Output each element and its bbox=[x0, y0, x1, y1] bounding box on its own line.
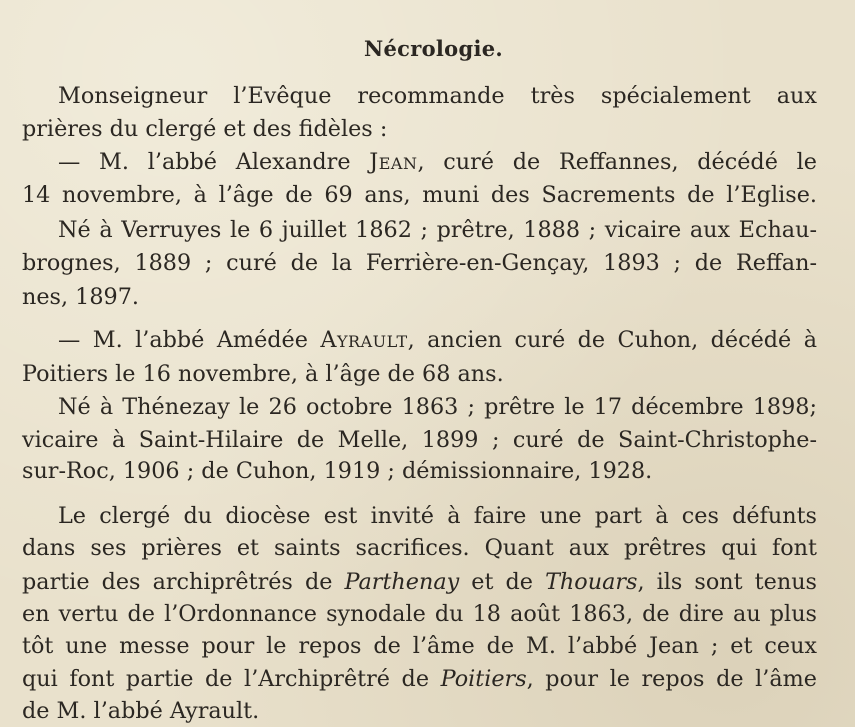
place-poitiers: Poitiers bbox=[440, 666, 527, 692]
entry2-role-text: , ancien curé de Cuhon, décédé à bbox=[407, 327, 817, 353]
closing-line-2: dans ses prières et saints sacrifices. Quant aux prêtres qui font bbox=[22, 535, 817, 561]
closing-line-5: tôt une messe pour le repos de l’âme de M. l’abbé Jean ; et ceux bbox=[22, 633, 817, 659]
entry1-line-4: brognes, 1889 ; curé de la Ferrière-en-Gençay, 1893 ; de Reffan- bbox=[22, 250, 817, 276]
entry2-line-1 bbox=[58, 324, 817, 356]
closing-text: partie des archiprêtrés de bbox=[22, 569, 345, 595]
entry1-line-2: 14 novembre, à l’âge de 69 ans, muni des Sacrements de l’Eglise. bbox=[22, 182, 817, 208]
closing-line-3 bbox=[22, 566, 817, 598]
entry1-line-3: Né à Verruyes le 6 juillet 1862 ; prêtre, 1888 ; vicaire aux Echau- bbox=[58, 217, 817, 243]
entry2-line-5: sur-Roc, 1906 ; de Cuhon, 1919 ; démissionnaire, 1928. bbox=[22, 458, 653, 484]
closing-line-4: en vertu de l’Ordonnance synodale du 18 août 1863, de dire au plus bbox=[22, 601, 817, 627]
entry1-line-1 bbox=[58, 146, 817, 178]
entry2-line-3: Né à Thénezay le 26 octobre 1863 ; prêtre le 17 décembre 1898; bbox=[58, 394, 817, 420]
entry1-intro-text: — M. l’abbé Alexandre bbox=[58, 149, 370, 175]
closing-text: qui font partie de l’Archiprêtré de bbox=[22, 666, 441, 692]
closing-line-7: de M. l’abbé Ayrault. bbox=[22, 698, 260, 724]
closing-text: et de bbox=[459, 569, 546, 595]
closing-line-1: Le clergé du diocèse est invité à faire une part à ces défunts bbox=[58, 503, 817, 529]
entry2-intro-text: — M. l’abbé Amédée bbox=[58, 327, 321, 353]
intro-line-2: prières du clergé et des fidèles : bbox=[22, 116, 388, 142]
entry2-line-4: vicaire à Saint-Hilaire de Melle, 1899 ; curé de Saint-Christophe- bbox=[22, 427, 817, 453]
closing-text: , pour le repos de l’âme bbox=[526, 666, 817, 692]
intro-line-1: Monseigneur l’Evêque recommande très spécialement aux bbox=[58, 83, 817, 109]
entry2-surname: Ayrault bbox=[320, 327, 408, 353]
entry2-line-2: Poitiers le 16 novembre, à l’âge de 68 ans. bbox=[22, 361, 504, 387]
place-thouars: Thouars bbox=[545, 569, 638, 595]
page-title: Nécrologie. bbox=[363, 36, 504, 61]
closing-line-6 bbox=[22, 663, 817, 695]
place-parthenay: Parthenay bbox=[344, 569, 460, 595]
entry1-surname: Jean bbox=[369, 149, 418, 175]
entry1-role-text: , curé de Reffannes, décédé le bbox=[417, 149, 817, 175]
entry1-line-5: nes, 1897. bbox=[22, 284, 140, 310]
closing-text: , ils sont tenus bbox=[637, 569, 817, 595]
